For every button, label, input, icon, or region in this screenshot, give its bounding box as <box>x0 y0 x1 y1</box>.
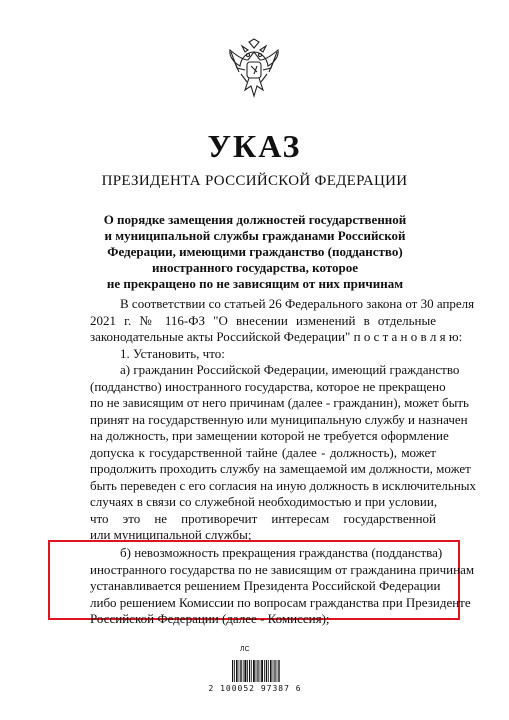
heading-line: Федерации, имеющими гражданство (подданство) <box>107 244 403 259</box>
decree-heading <box>60 212 450 292</box>
text-line: либо решением Комиссии по вопросам гражданства при Президенте <box>90 594 471 610</box>
text-line: устанавливается решением Президента Российской Федерации <box>90 578 441 593</box>
barcode-number: 2 100052 97387 6 <box>208 684 302 693</box>
text-line: б) невозможность прекращения гражданства (подданства) <box>120 545 443 560</box>
heading-line: иностранного государства, которое <box>151 260 359 275</box>
item-a-paragraph <box>90 362 477 544</box>
text-line: Российской Федерации (далее - Комиссия); <box>90 611 330 626</box>
coat-of-arms-emblem <box>227 38 281 102</box>
text-line: В соответствии со статьей 26 Федерального закона от 30 апреля <box>120 296 475 311</box>
text-line: 2021 г. № 116-ФЗ "О внесении изменений в отдельные <box>90 312 436 328</box>
item-b-paragraph <box>90 545 475 628</box>
text-line: продолжить проходить службу на замещаемой им должности, может <box>90 461 471 476</box>
text-line: принят на государственную или муниципальную службу и назначен <box>90 411 468 427</box>
document-title: УКАЗ <box>207 128 302 164</box>
text-line: (подданство) иностранного государства, которое не прекращено <box>90 378 446 394</box>
intro-paragraph <box>90 296 475 362</box>
document-subtitle: ПРЕЗИДЕНТА РОССИЙСКОЙ ФЕДЕРАЦИИ <box>101 173 408 189</box>
text-line: быть переведен с его согласия на иную должность в исключительных <box>90 477 477 493</box>
text-line: законодательные акты Российской Федерации" п о с т а н о в л я ю: <box>90 329 463 344</box>
text-line: по не зависящим от него причинам (далее - гражданин), может быть <box>90 395 469 410</box>
text-line: на должность, при замещении которой не требуется оформление <box>90 428 449 443</box>
text-line: а) гражданин Российской Федерации, имеющий гражданство <box>120 362 460 377</box>
text-line: случаях в связи со служебной необходимостью и при условии, <box>90 494 438 509</box>
text-line: иностранного государства по не зависящим от гражданина причинам <box>90 561 475 577</box>
barcode-icon <box>232 660 280 682</box>
item-1-label: 1. Установить, что: <box>120 345 225 361</box>
text-line: или муниципальной службы; <box>90 527 252 542</box>
heading-line: и муниципальной службы гражданами Российской <box>104 228 406 243</box>
heading-line: О порядке замещения должностей государственной <box>103 212 407 227</box>
heading-line: не прекращено по не зависящим от них причинам <box>106 276 404 291</box>
text-line: допуска к государственной тайне (далее - должность), может <box>90 444 436 460</box>
barcode-mark: ЛС <box>240 646 250 653</box>
text-line: что это не противоречит интересам государственной <box>90 510 436 526</box>
